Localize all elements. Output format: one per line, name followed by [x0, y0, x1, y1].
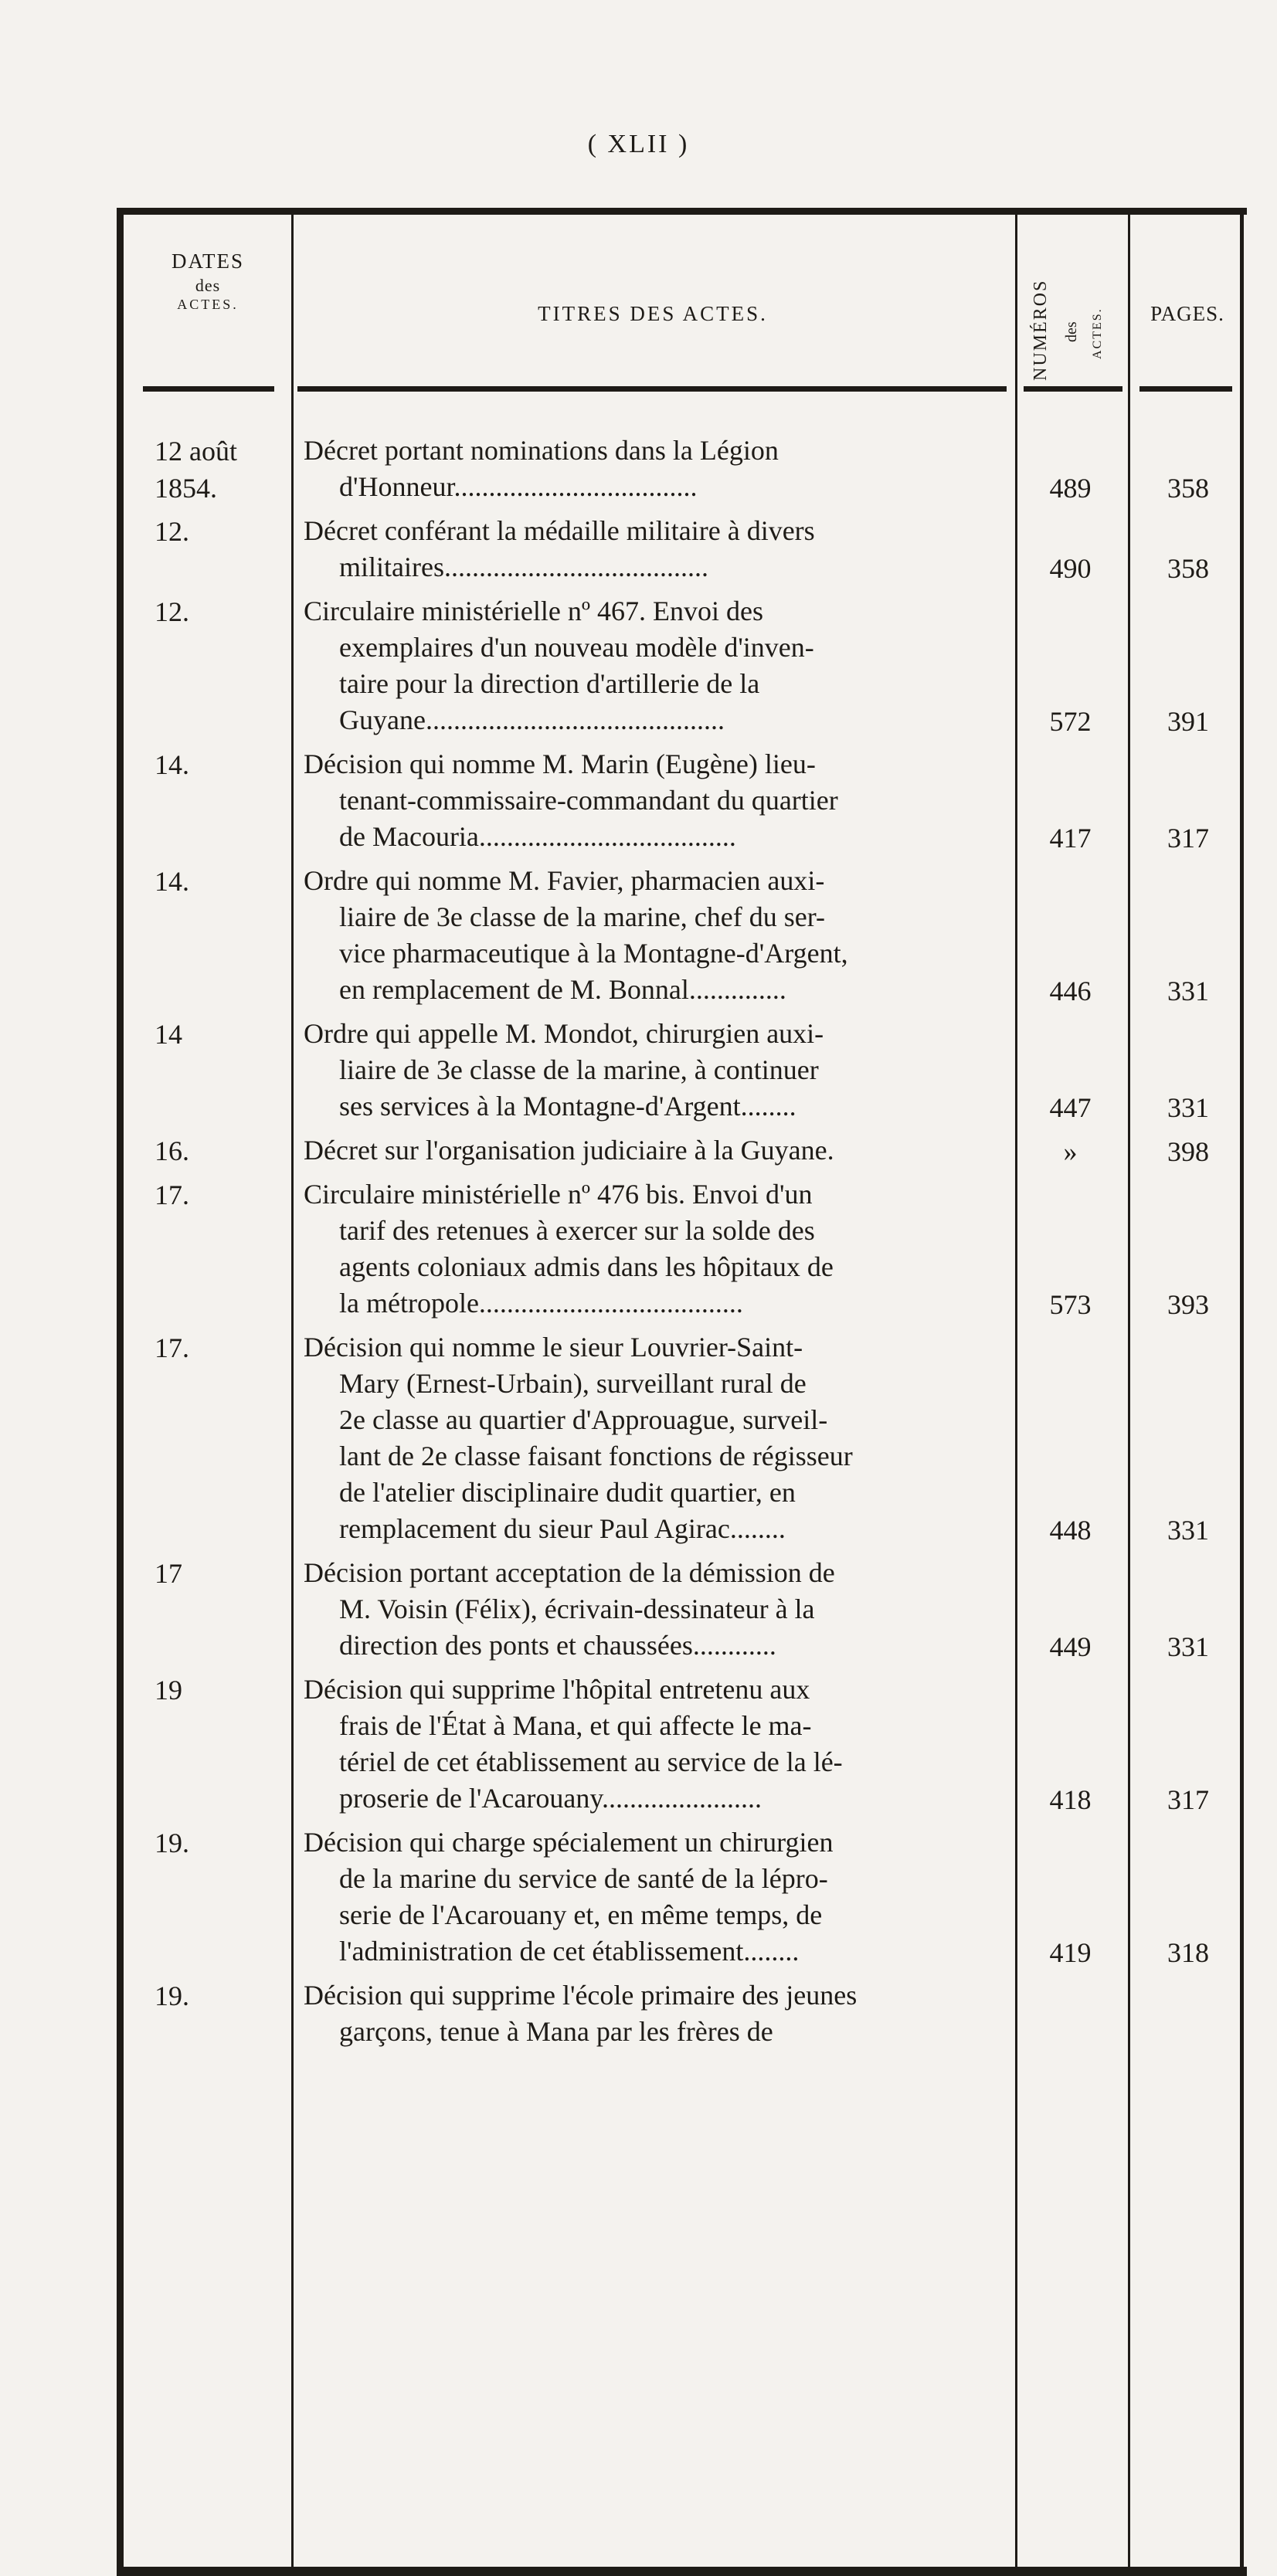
- header-dates-actes: ACTES.: [177, 297, 239, 313]
- act-page: 331: [1167, 1092, 1209, 1123]
- act-date: [155, 1977, 294, 2014]
- act-date: [155, 513, 294, 550]
- act-title-line: garçons, tenue à Mana par les frères de: [339, 2016, 773, 2047]
- act-date-line: 12.: [155, 516, 189, 547]
- act-page: 317: [1167, 1784, 1209, 1815]
- act-title-line: tarif des retenues à exercer sur la solde des: [339, 1215, 815, 1246]
- act-date: [155, 746, 294, 783]
- act-title-line: en remplacement de M. Bonnal..............: [339, 974, 786, 1005]
- act-title-line: 2e classe au quartier d'Approuague, surveil-: [339, 1404, 828, 1435]
- act-title-line: serie de l'Acarouany et, en même temps, de: [339, 1899, 823, 1930]
- act-title-line: la métropole......................................: [339, 1288, 743, 1319]
- act-number: 572: [1049, 706, 1092, 737]
- act-date-line: 14: [155, 1019, 182, 1050]
- act-title-line: Décision qui nomme M. Marin (Eugène) lieu-: [304, 748, 816, 779]
- frame-right-rule: [1240, 208, 1244, 2575]
- act-page: 331: [1167, 1515, 1209, 1546]
- page-number: ( XLII ): [587, 130, 690, 158]
- act-date-line: 16.: [155, 1135, 189, 1166]
- act-date-line: 14.: [155, 749, 189, 780]
- act-number: 489: [1049, 473, 1092, 504]
- act-title-line: de Macouria.....................................: [339, 821, 736, 852]
- act-title-line: Décret portant nominations dans la Légion: [304, 435, 779, 466]
- act-title-line: Décision qui supprime l'hôpital entretenu aux: [304, 1674, 810, 1705]
- act-title: [304, 1672, 1014, 1817]
- act-title-line: l'administration de cet établissement........: [339, 1936, 800, 1967]
- act-number: 446: [1049, 976, 1092, 1006]
- act-title: [304, 1555, 1014, 1664]
- frame-bottom-rule: [117, 2567, 1247, 2576]
- act-date-line: 1854.: [155, 473, 217, 504]
- act-number: 573: [1049, 1289, 1092, 1320]
- act-number: 447: [1049, 1092, 1092, 1123]
- frame-left-rule: [117, 208, 124, 2575]
- act-title-line: frais de l'État à Mana, et qui affecte le ma-: [339, 1710, 812, 1741]
- header-dates-label: DATES: [171, 249, 244, 273]
- act-date: [155, 1824, 294, 1862]
- act-title-line: Décision qui nomme le sieur Louvrier-Saint-: [304, 1332, 803, 1363]
- act-title-line: d'Honneur...................................: [339, 471, 698, 502]
- act-title-line: Circulaire ministérielle nº 467. Envoi des: [304, 596, 764, 626]
- act-date-line: 12 août: [155, 436, 237, 467]
- act-title: [304, 1016, 1014, 1125]
- header-numeros-actes: ACTES.: [1091, 307, 1104, 359]
- act-date-line: 17.: [155, 1179, 189, 1210]
- act-title-line: tériel de cet établissement au service de la lé-: [339, 1746, 843, 1777]
- act-date-line: 19: [155, 1675, 182, 1705]
- header-titles: TITRES DES ACTES.: [538, 302, 768, 325]
- header-numeros: [1020, 243, 1120, 382]
- column-divider-numbers: [1128, 215, 1130, 2567]
- act-title: [304, 746, 1014, 855]
- act-number: 448: [1049, 1515, 1092, 1546]
- act-title: [304, 1329, 1014, 1547]
- header-rule-titles: [297, 386, 1007, 392]
- frame-top-rule: [117, 208, 1247, 215]
- act-title: [304, 1824, 1014, 1970]
- act-page: 358: [1167, 473, 1209, 504]
- act-title: [304, 1176, 1014, 1322]
- column-divider-titles: [1015, 215, 1017, 2567]
- act-date-line: 12.: [155, 596, 189, 627]
- act-page: 391: [1167, 706, 1209, 737]
- act-title-line: direction des ponts et chaussées............: [339, 1630, 776, 1661]
- act-title-line: Guyane...........................................: [339, 704, 725, 735]
- act-page: 398: [1167, 1136, 1209, 1167]
- act-title-line: Circulaire ministérielle nº 476 bis. Envoi d'un: [304, 1179, 813, 1210]
- act-date: [155, 1016, 294, 1053]
- act-title-line: liaire de 3e classe de la marine, à continuer: [339, 1054, 819, 1085]
- act-title: [304, 1977, 1014, 2050]
- act-title-line: Décret conférant la médaille militaire à divers: [304, 515, 815, 546]
- act-date: [155, 433, 294, 507]
- act-title-line: Décision qui charge spécialement un chirurgien: [304, 1827, 834, 1858]
- header-rule-pages: [1139, 386, 1232, 392]
- act-title-line: Ordre qui appelle M. Mondot, chirurgien auxi-: [304, 1018, 824, 1049]
- act-date: [155, 1132, 294, 1169]
- act-title-line: militaires......................................: [339, 552, 708, 582]
- act-date: [155, 1329, 294, 1366]
- act-title-line: Mary (Ernest-Urbain), surveillant rural de: [339, 1368, 807, 1399]
- header-dates: [127, 249, 288, 314]
- act-page: 331: [1167, 976, 1209, 1006]
- act-title-line: de l'atelier disciplinaire dudit quartier, en: [339, 1477, 796, 1508]
- act-title-line: lant de 2e classe faisant fonctions de régisseur: [339, 1441, 853, 1471]
- act-title-line: agents coloniaux admis dans les hôpitaux de: [339, 1251, 834, 1282]
- act-title-line: liaire de 3e classe de la marine, chef du ser-: [339, 901, 825, 932]
- act-number: »: [1063, 1136, 1078, 1167]
- act-title-line: Décret sur l'organisation judiciaire à la Guyane.: [304, 1135, 834, 1166]
- act-date: [155, 593, 294, 630]
- act-date: [155, 863, 294, 900]
- header-dates-des: des: [195, 275, 221, 295]
- act-page: 393: [1167, 1289, 1209, 1320]
- act-title-line: Décision portant acceptation de la démission de: [304, 1557, 835, 1588]
- act-title: [304, 863, 1014, 1008]
- act-title: [304, 593, 1014, 738]
- act-date-line: 19.: [155, 1980, 189, 2011]
- act-number: 417: [1049, 823, 1092, 854]
- act-title-line: vice pharmaceutique à la Montagne-d'Argent,: [339, 938, 848, 969]
- act-number: 419: [1049, 1937, 1092, 1968]
- act-date-line: 17: [155, 1558, 182, 1589]
- header-pages: PAGES.: [1150, 302, 1224, 325]
- header-numeros-des: des: [1063, 321, 1080, 342]
- act-number: 490: [1049, 553, 1092, 584]
- act-title-line: proserie de l'Acarouany.......................: [339, 1783, 762, 1814]
- act-title-line: Décision qui supprime l'école primaire des jeunes: [304, 1980, 858, 2011]
- header-rule-dates: [143, 386, 274, 392]
- act-page: 331: [1167, 1631, 1209, 1662]
- act-page: 317: [1167, 823, 1209, 854]
- act-title-line: exemplaires d'un nouveau modèle d'inven-: [339, 632, 814, 663]
- act-date-line: 19.: [155, 1828, 189, 1858]
- act-page: 318: [1167, 1937, 1209, 1968]
- header-rule-numbers: [1024, 386, 1122, 392]
- act-number: 418: [1049, 1784, 1092, 1815]
- act-date: [155, 1555, 294, 1592]
- act-title-line: de la marine du service de santé de la lépro-: [339, 1863, 828, 1894]
- act-date-line: 14.: [155, 866, 189, 897]
- act-title-line: taire pour la direction d'artillerie de la: [339, 668, 760, 699]
- act-title-line: ses services à la Montagne-d'Argent........: [339, 1091, 796, 1122]
- header-numeros-label: NUMÉROS: [1031, 279, 1051, 381]
- act-date: [155, 1176, 294, 1213]
- act-title-line: Ordre qui nomme M. Favier, pharmacien auxi-: [304, 865, 825, 896]
- column-divider-dates: [291, 215, 294, 2567]
- act-title-line: tenant-commissaire-commandant du quartier: [339, 785, 838, 816]
- act-page: 358: [1167, 553, 1209, 584]
- act-title: [304, 1132, 1014, 1169]
- act-title: [304, 433, 1014, 505]
- act-title-line: M. Voisin (Félix), écrivain-dessinateur à la: [339, 1593, 815, 1624]
- act-date: [155, 1672, 294, 1709]
- act-date-line: 17.: [155, 1332, 189, 1363]
- act-title: [304, 513, 1014, 585]
- act-title-line: remplacement du sieur Paul Agirac........: [339, 1513, 786, 1544]
- act-number: 449: [1049, 1631, 1092, 1662]
